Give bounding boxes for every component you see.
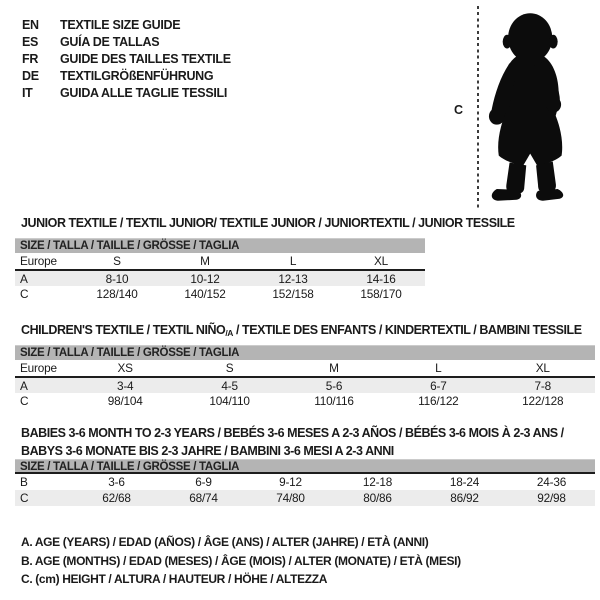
table-cell: 24-36 (536, 475, 567, 489)
junior-size-table (15, 238, 425, 302)
region-label: Europe (15, 360, 73, 377)
table-cell: 140/152 (184, 287, 226, 301)
table-cell: 68/74 (189, 491, 218, 505)
region-label: Europe (15, 253, 73, 270)
table-cell: 18-24 (449, 475, 480, 489)
size-column-header: XS (73, 360, 177, 377)
size-column-header: XL (491, 360, 595, 377)
guide-title-en: TEXTILE SIZE GUIDE (60, 17, 181, 32)
row-label: A (20, 378, 28, 393)
table-cell: 6-7 (430, 378, 447, 393)
language-code: EN (22, 17, 39, 32)
baby-silhouette (486, 6, 594, 205)
row-label: C (20, 394, 29, 408)
table-header-row (15, 253, 425, 270)
table-cell: 80/86 (363, 491, 392, 505)
footnote-a: A. AGE (YEARS) / EDAD (AÑOS) / ÂGE (ANS) / ALTER (JAHRE) / ETÀ (ANNI) (21, 535, 429, 549)
table-row (15, 270, 425, 286)
size-bar-header: SIZE / TALLA / TAILLE / GRÖSSE / TAGLIA (15, 345, 595, 360)
language-code: DE (22, 68, 39, 83)
language-row (22, 16, 231, 33)
table-cell: 6-9 (195, 475, 212, 489)
size-column-header: M (161, 253, 249, 270)
table-cell: 116/122 (418, 394, 459, 408)
table-cell: 8-10 (105, 271, 129, 286)
title-subscript: /A (225, 328, 233, 338)
size-column-header: L (386, 360, 490, 377)
children-size-table (15, 345, 595, 409)
babies-title-line1: BABIES 3-6 MONTH TO 2-3 YEARS / BEBÉS 3-6 MESES A 2-3 AÑOS / BÉBÉS 3-6 MOIS À 2-3 ANS / (21, 426, 564, 440)
table-cell: 92/98 (537, 491, 566, 505)
table-cell: 128/140 (96, 287, 138, 301)
table-row (15, 377, 595, 393)
footnote-legend (21, 533, 461, 589)
table-cell: 7-8 (534, 378, 551, 393)
language-row (22, 67, 231, 84)
table-cell: 74/80 (276, 491, 305, 505)
size-column-header: L (249, 253, 337, 270)
babies-size-table (15, 459, 595, 506)
table-cell: 104/110 (209, 394, 250, 408)
language-row (22, 50, 231, 67)
babies-section-title (21, 424, 564, 460)
row-label: C (20, 491, 29, 505)
guide-title-it: GUIDA ALLE TAGLIE TESSILI (60, 85, 228, 100)
size-bar-header: SIZE / TALLA / TAILLE / GRÖSSE / TAGLIA (15, 459, 595, 474)
table-cell: 5-6 (325, 378, 343, 393)
row-label: B (20, 475, 28, 489)
children-section-title (21, 323, 582, 338)
guide-title-de: TEXTILGRÖßENFÜHRUNG (60, 68, 214, 83)
junior-section-title: JUNIOR TEXTILE / TEXTIL JUNIOR/ TEXTILE JUNIOR / JUNIORTEXTIL / JUNIOR TESSILE (21, 216, 515, 230)
language-code: ES (22, 34, 39, 49)
row-label: C (20, 287, 29, 301)
language-list (22, 16, 231, 101)
table-row (15, 286, 425, 302)
table-header-row (15, 360, 595, 377)
language-row (22, 84, 231, 101)
table-cell: 12-18 (362, 475, 393, 489)
table-row (15, 474, 595, 490)
table-row (15, 490, 595, 506)
size-bar-header: SIZE / TALLA / TAILLE / GRÖSSE / TAGLIA (15, 238, 425, 253)
title-text: CHILDREN'S TEXTILE / TEXTIL NIÑO (21, 323, 226, 337)
footnote-b: B. AGE (MONTHS) / EDAD (MESES) / ÂGE (MOIS) / ALTER (MONATE) / ETÀ (MESI) (21, 553, 461, 568)
size-column-header: S (73, 253, 161, 270)
table-cell: 3-6 (108, 475, 125, 489)
table-cell: 158/170 (360, 287, 402, 301)
table-cell: 122/128 (522, 394, 564, 408)
height-measure-label: C (454, 103, 464, 117)
table-cell: 152/158 (272, 287, 314, 301)
babies-title-line2: BABYS 3-6 MONATE BIS 2-3 JAHRE / BAMBINI 3-6 MESI A 2-3 ANNI (21, 444, 394, 458)
table-cell: 12-13 (278, 271, 308, 286)
table-cell: 14-16 (366, 271, 396, 286)
size-column-header: M (282, 360, 386, 377)
table-cell: 86/92 (450, 491, 479, 505)
table-cell: 110/116 (314, 394, 354, 408)
title-text: / TEXTILE DES ENFANTS / KINDERTEXTIL / BAMBINI TESSILE (232, 323, 582, 337)
guide-title-fr: GUIDE DES TAILLES TEXTILE (60, 51, 231, 66)
table-cell: 9-12 (279, 475, 302, 489)
table-cell: 10-12 (190, 271, 220, 286)
language-code: IT (22, 85, 33, 100)
language-row (22, 33, 231, 50)
row-label: A (20, 271, 28, 286)
table-row (15, 393, 595, 409)
footnote-c: C. (cm) HEIGHT / ALTURA / HAUTEUR / HÖHE / ALTEZZA (21, 572, 328, 587)
size-column-header: S (177, 360, 281, 377)
language-code: FR (22, 51, 39, 66)
table-cell: 4-5 (221, 378, 238, 393)
table-cell: 62/68 (102, 491, 131, 505)
table-cell: 98/104 (107, 394, 143, 408)
table-cell: 3-4 (116, 378, 134, 393)
guide-title-es: GUÍA DE TALLAS (60, 34, 160, 49)
size-column-header: XL (337, 253, 425, 270)
height-measure-dashed-line (477, 6, 479, 208)
